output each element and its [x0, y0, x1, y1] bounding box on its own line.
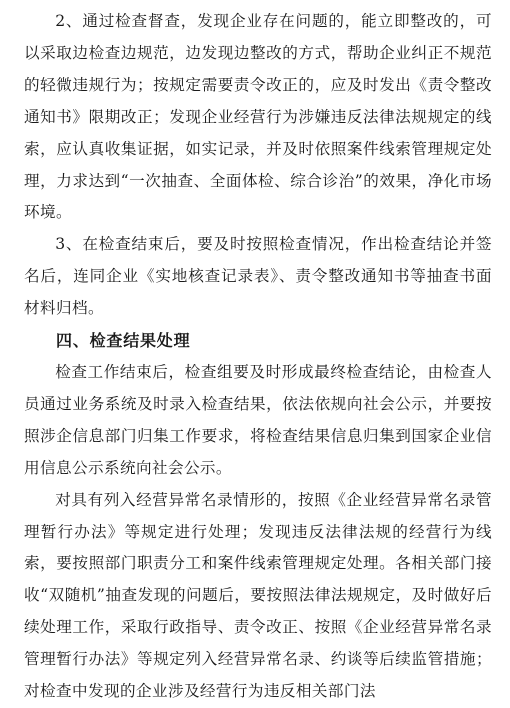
- paragraph-follow-up-handling: 对具有列入经营异常名录情形的，按照《企业经营异常名录管理暂行办法》等规定进行处理；发现违反法律法规的经营行为线索，要按照部门职责分工和案件线索管理规定处理。各相关部门接收“双随机”抽查发现的问题后，要按照法律法规规定，及时做好后续处理工作，采取行政指导、责令改正、按照《企业经营异常名录管理暂行办法》等规定列入经营异常名录、约谈等后续监管措施；对检查中发现的企业涉及经营行为违反相关部门法: [24, 490, 492, 701]
- paragraph-inspection-supervision: 2、通过检查督查，发现企业存在问题的，能立即整改的，可以采取边检查边规范，边发现边整改的方式，帮助企业纠正不规范的轻微违规行为；按规定需要责令改正的，应及时发出《责令整改通知书》限期改正；发现企业经营行为涉嫌违反法律法规规定的线索，应认真收集证据，如实记录，并及时依照案件线索管理规定处理，力求达到“一次抽查、全面体检、综合诊治”的效果，净化市场环境。: [24, 12, 492, 222]
- paragraph-result-publication: 检查工作结束后，检查组要及时形成最终检查结论，由检查人员通过业务系统及时录入检查结果，依法依规向社会公示，并要按照涉企信息部门归集工作要求，将检查结果信息归集到国家企业信用信息公示系统向社会公示。: [24, 362, 492, 477]
- section-heading: 四、检查结果处理: [56, 331, 191, 351]
- paragraph-inspection-archiving: 3、在检查结束后，要及时按照检查情况，作出检查结论并签名后，连同企业《实地核查记录表》、责令整改通知书等抽查书面材料归档。: [24, 235, 492, 318]
